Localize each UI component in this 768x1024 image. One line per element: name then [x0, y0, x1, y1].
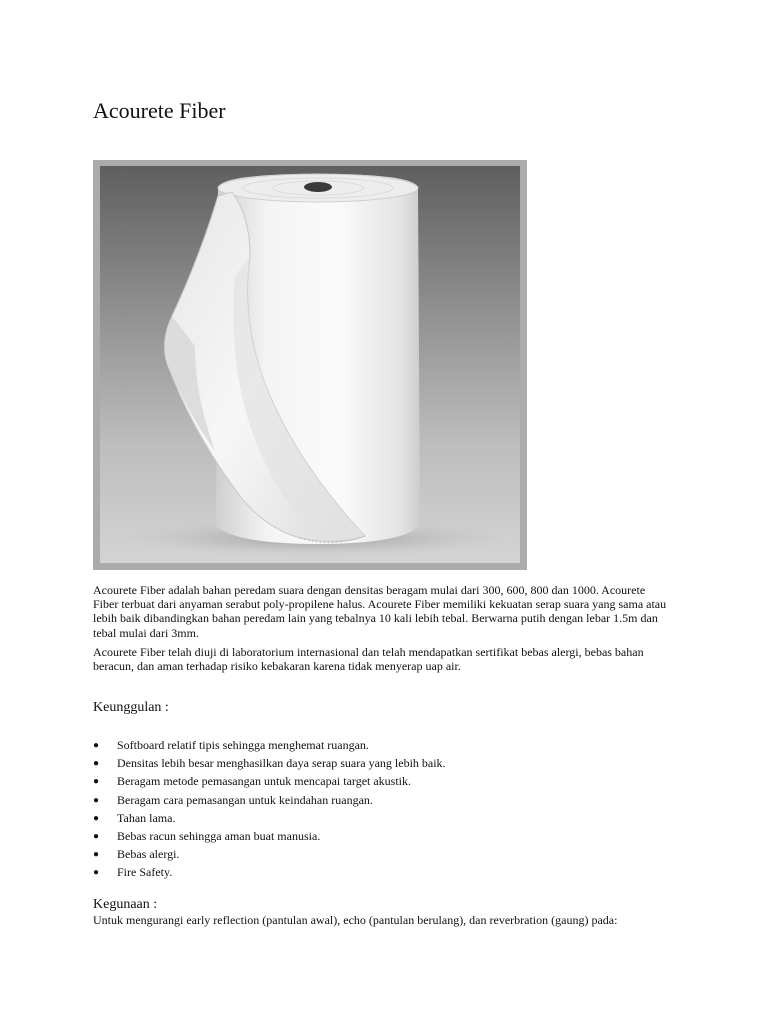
description-paragraph-1: Acourete Fiber adalah bahan peredam suara dengan densitas beragam mulai dari 300, 600, 800 dan 1000. Acourete Fiber terbuat dari anyaman serabut poly-propilene halus. Acourete Fiber memiliki kekuatan serap suara yang sama atau lebih baik dibandingkan bahan peredam lain yang tebalnya 10 kali lebih tebal. Berwarna putih dengan lebar 1.5m dan tebal mulai dari 3mm.	[93, 583, 667, 640]
list-item	[93, 811, 446, 829]
list-item-text: Densitas lebih besar menghasilkan daya serap suara yang lebih baik.	[117, 756, 446, 771]
fiber-roll-illustration	[100, 166, 520, 563]
bullet-icon: ●	[93, 867, 100, 879]
bullet-icon: ●	[93, 830, 100, 842]
bullet-icon: ●	[93, 794, 100, 806]
kegunaan-text: Untuk mengurangi early reflection (pantulan awal), echo (pantulan berulang), dan reverbration (gaung) pada:	[93, 913, 618, 927]
list-item-text: Bebas racun sehingga aman buat manusia.	[117, 828, 321, 843]
kegunaan-heading: Kegunaan :	[93, 897, 158, 912]
description-paragraph-2: Acourete Fiber telah diuji di laboratorium internasional dan telah mendapatkan sertifikat bebas alergi, bebas bahan beracun, dan aman terhadap risiko kebakaran karena tidak menyerap uap air.	[93, 645, 644, 674]
list-item	[93, 738, 446, 756]
list-item-text: Beragam cara pemasangan untuk keindahan ruangan.	[117, 792, 373, 807]
list-item-text: Tahan lama.	[117, 810, 176, 825]
keunggulan-heading: Keunggulan :	[93, 700, 169, 715]
list-item-text: Softboard relatif tipis sehingga menghemat ruangan.	[117, 738, 369, 752]
keunggulan-list	[93, 738, 446, 884]
list-item	[93, 865, 446, 883]
bullet-icon: ●	[93, 776, 100, 788]
bullet-icon: ●	[93, 849, 100, 861]
list-item	[93, 793, 446, 811]
list-item-text: Beragam metode pemasangan untuk mencapai target akustik.	[117, 774, 412, 789]
bullet-icon: ●	[93, 740, 100, 751]
list-item-text: Bebas alergi.	[117, 847, 180, 862]
list-item	[93, 756, 446, 774]
bullet-icon: ●	[93, 812, 100, 824]
document-title: Acourete Fiber	[93, 98, 226, 123]
list-item-text: Fire Safety.	[117, 865, 173, 880]
product-photo	[93, 160, 527, 570]
product-photo-image	[100, 166, 520, 563]
bullet-icon: ●	[93, 758, 100, 770]
list-item	[93, 829, 446, 847]
list-item	[93, 774, 446, 792]
list-item	[93, 847, 446, 865]
